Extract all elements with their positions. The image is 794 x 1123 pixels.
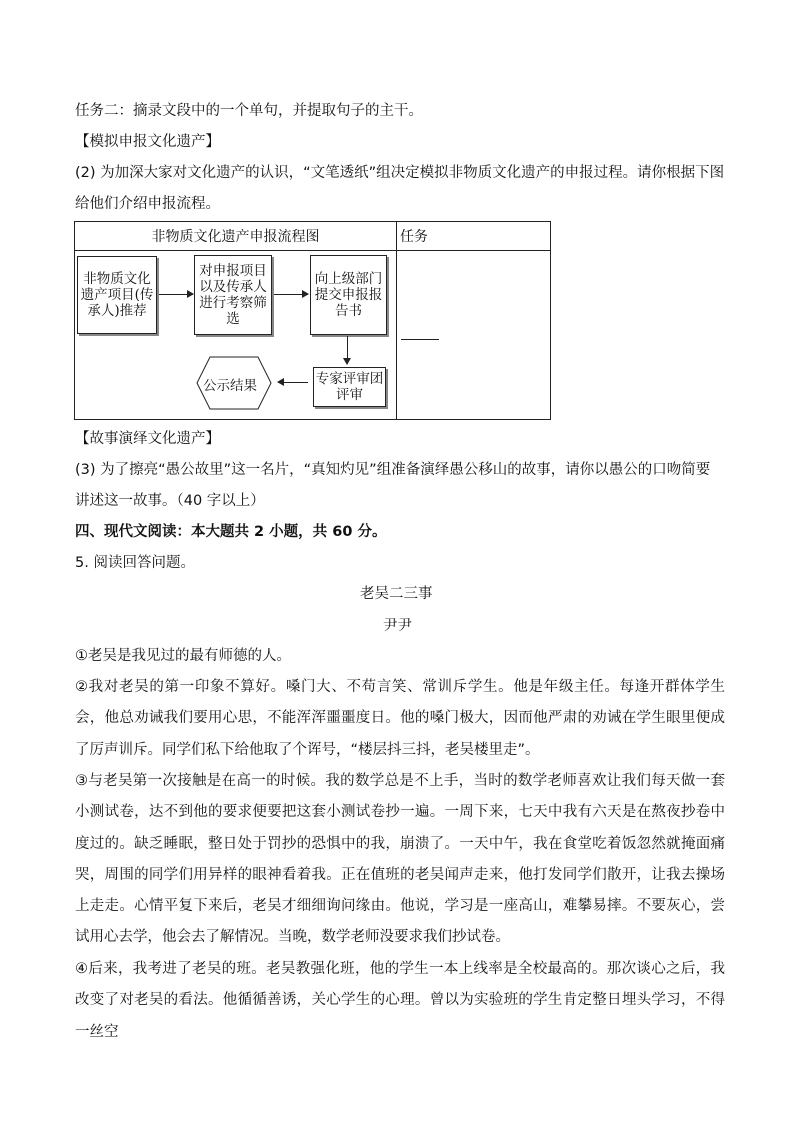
task2-line: 任务二：摘录文段中的一个单句，并提取句子的主干。 (75, 103, 423, 119)
article-paragraph-1: ①老吴是我见过的最有师德的人。 (75, 648, 291, 664)
flow-box-expert-label: 专家评审团评审 (315, 371, 384, 403)
flow-arrow-1 (159, 294, 193, 295)
question-2-line-2: 给他们介绍申报流程。 (75, 196, 220, 212)
table-column-divider (396, 222, 397, 419)
section-story-heading: 【故事演绎文化遗产】 (75, 431, 220, 447)
flow-box-submit (310, 255, 387, 335)
flow-box-recommend-label: 非物质文化遗产项目(传承人)推荐 (80, 271, 154, 319)
table-header-task: 任务 (400, 229, 428, 245)
flow-box-expert (313, 367, 386, 407)
table-header-flow: 非物质文化遗产申报流程图 (151, 229, 320, 245)
flow-arrow-3 (347, 336, 348, 364)
flow-box-submit-label: 向上级部门提交申报报告书 (314, 271, 383, 319)
article-paragraph-4: ④后来，我考进了老吴的班。老吴教强化班，他的学生一本上线率是全校最高的。那次谈心之后，我改变了对老吴的看法。他循循善诱，关心学生的心理。曾以为实验班的学生肯定整日埋头学习，不得一丝空 (75, 961, 725, 1040)
flow-hexagon-publish-label: 公示结果 (203, 378, 257, 394)
article-author: 尹尹 (383, 618, 412, 634)
flow-box-review (194, 255, 272, 335)
section-mock-heading: 【模拟申报文化遗产】 (75, 134, 220, 150)
flow-arrow-4 (278, 382, 308, 383)
question-2-line-1: (2) 为加深大家对文化遗产的认识，“文笔透纸”组决定模拟非物质文化遗产的申报过程。请你根据下图 (75, 165, 725, 181)
flow-arrow-2 (274, 294, 308, 295)
answer-blank-line (401, 339, 439, 340)
question-3-line-2: 讲述这一故事。（40 字以上） (75, 493, 265, 509)
flow-box-recommend (77, 256, 157, 334)
section-4-heading: 四、现代文阅读：本大题共 2 小题，共 60 分。 (75, 524, 387, 540)
article-title: 老吴二三事 (360, 586, 433, 602)
article-paragraph-2: ②我对老吴的第一印象不算好。嗓门大、不苟言笑、常训斥学生。他是年级主任。每逢开群体学生会，他总劝诫我们要用心思，不能浑浑噩噩度日。他的嗓门极大，因而他严肃的劝诫在学生眼里便成了厉声训斥。同学们私下给他取了个诨号，“楼层抖三抖，老吴楼里走”。 (75, 679, 725, 758)
question-3-line-1: (3) 为了擦亮“愚公故里”这一名片，“真知灼见”组准备演绎愚公移山的故事，请你以愚公的口吻简要 (75, 462, 711, 478)
flowchart-table (74, 221, 551, 420)
flow-box-review-label: 对申报项目以及传承人进行考察筛选 (199, 263, 267, 327)
question-5-line: 5. 阅读回答问题。 (75, 555, 195, 571)
table-header-divider (75, 250, 550, 251)
article-paragraph-3: ③与老吴第一次接触是在高一的时候。我的数学总是不上手，当时的数学老师喜欢让我们每天做一套小测试卷，达不到他的要求便要把这套小测试卷抄一遍。一周下来，七天中我有六天是在熬夜抄卷中度过的。缺乏睡眠，整日处于罚抄的恐惧中的我，崩溃了。一天中午，我在食堂吃着饭忽然就掩面痛哭，周围的同学们用异样的眼神看着我。正在值班的老吴闻声走来，他打发同学们散开，让我去操场上走走。心情平复下来后，老吴才细细询问缘由。他说，学习是一座高山，难攀易摔。不要灰心，尝试用心去学，他会去了解情况。当晚，数学老师没要求我们抄试卷。 (75, 773, 725, 946)
